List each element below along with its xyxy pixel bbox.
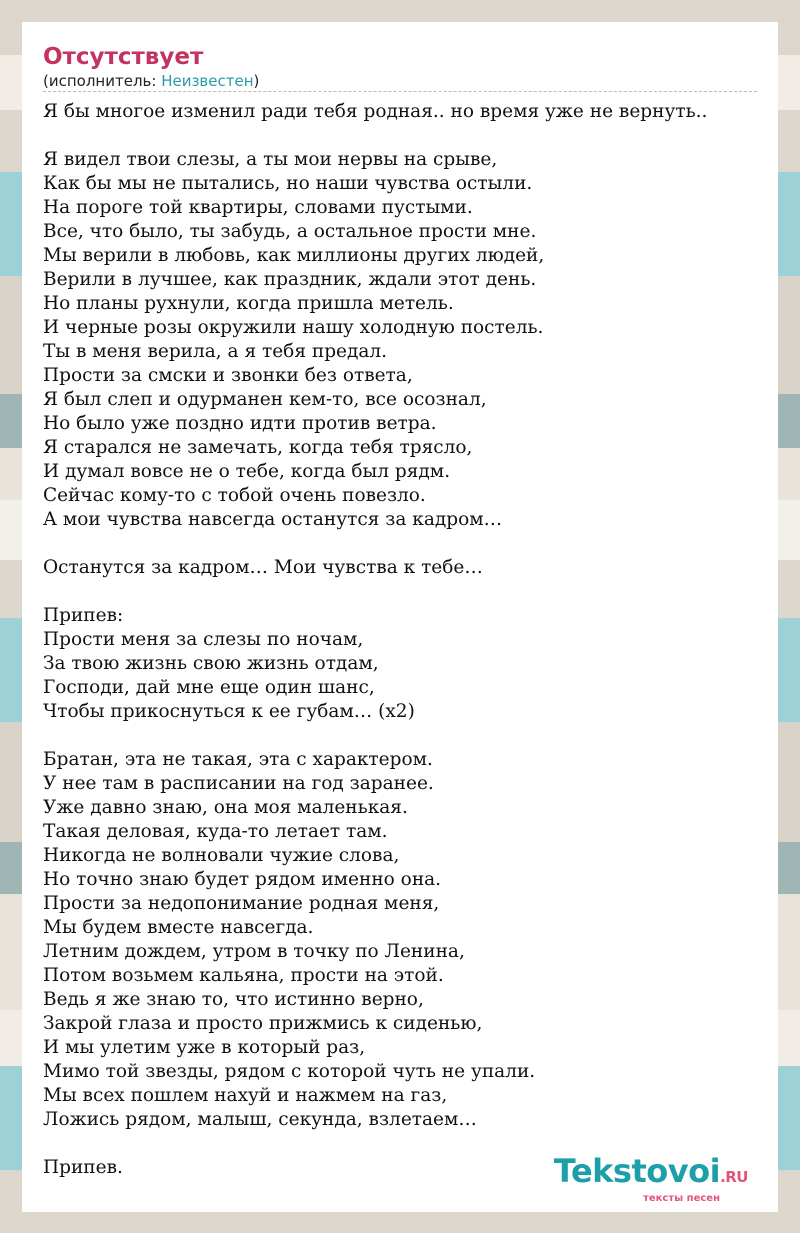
song-title: Отсутствует [43, 44, 204, 70]
site-logo[interactable] [554, 1154, 748, 1204]
artist-line [43, 72, 757, 92]
lyrics-text: Я бы многое изменил ради тебя родная.. но время уже не вернуть.. Я видел твои слезы, а ты мои нервы на срыве, Как бы мы не пытались, но наши чувства остыли. На пороге той квартиры, словами пустыми. Все, что было, ты забудь, а остальное прости мне. Мы верили в любовь, как миллионы других людей, Верили в лучшее, как праздник, ждали этот день. Но планы рухнули, когда пришла метель. И черные розы окружили нашу холодную постель. Ты в меня верила, а я тебя предал. Прости за смски и звонки без ответа, Я был слеп и одурманен кем-то, все осознал, Но было уже поздно идти против ветра. Я старался не замечать, когда тебя трясло, И думал вовсе не о тебе, когда был рядм. Сейчас кому-то с тобой очень повезло. А мои чувства навсегда останутся за кадром… Останутся за кадром… Мои чувства к тебе… Припев: Прости меня за слезы по ночам, За твою жизнь свою жизнь отдам, Господи, дай мне еще один шанс, Чтобы прикоснуться к ее губам… (x2) Братан, эта не такая, эта с характером. У нее там в расписании на год заранее. Уже давно знаю, она моя маленькая. Такая деловая, куда-то летает там. Никогда не волновали чужие слова, Но точно знаю будет рядом именно она. Прости за недопонимание родная меня, Мы будем вместе навсегда. Летним дождем, утром в точку по Ленина, Потом возьмем кальяна, прости на этой. Ведь я же знаю то, что истинно верно, Закрой глаза и просто прижмись к сиденью, И мы улетим уже в который раз, Мимо той звезды, рядом с которой чуть не упали. Мы всех пошлем нахуй и нажмем на газ, Ложись рядом, малыш, секунда, взлетаем… Припев. [43, 101, 708, 1178]
logo-wordmark [554, 1154, 748, 1194]
logo-tld: .RU [720, 1168, 748, 1186]
logo-tagline: тексты песен [643, 1193, 720, 1204]
artist-prefix: (исполнитель: [43, 72, 162, 90]
logo-name: Tekstovoi [553, 1152, 721, 1190]
artist-link[interactable]: Неизвестен [161, 72, 254, 90]
artist-suffix: ) [253, 72, 260, 90]
lyrics-card [22, 22, 778, 1212]
